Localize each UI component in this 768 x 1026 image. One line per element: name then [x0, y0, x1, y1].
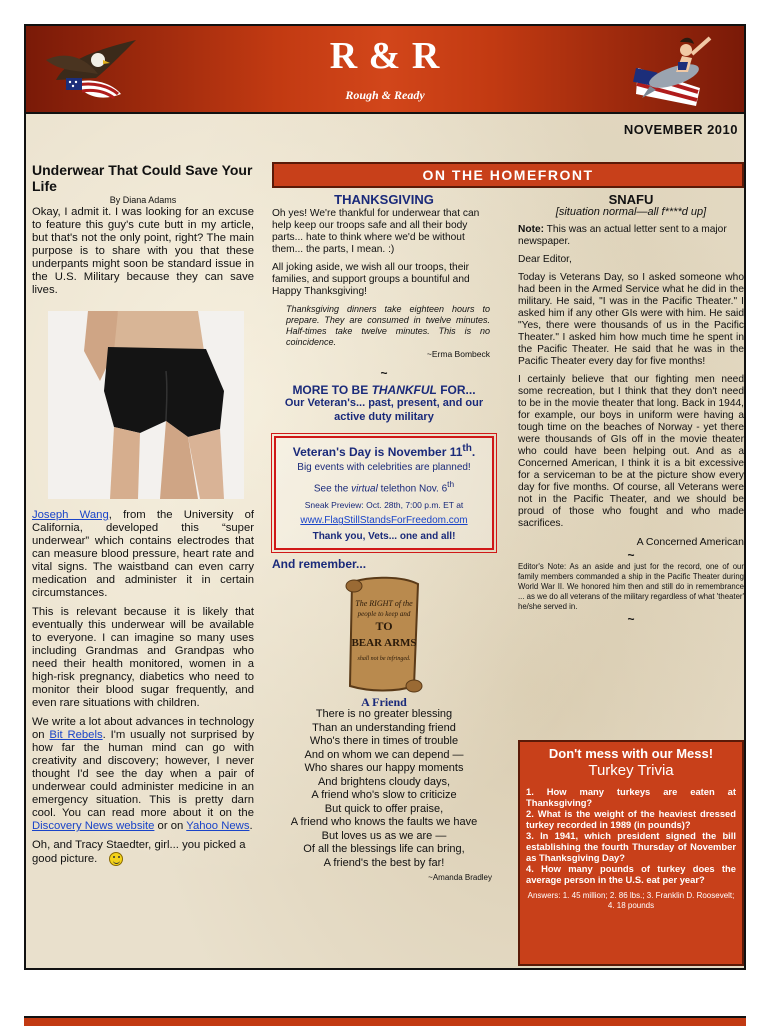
poem [272, 708, 496, 870]
poem-line: And brightens cloudy days, [317, 775, 451, 788]
heading-text: MORE TO BE [292, 383, 372, 397]
thank-you-vets: Thank you, Vets... one and all! [312, 531, 456, 543]
article-paragraph [32, 716, 254, 833]
yahoo-news-link[interactable]: Yahoo News [186, 820, 250, 832]
thanksgiving-paragraph: Oh yes! We're thankful for underwear that can help keep our troops safe and all their body parts... hate to think where we'd be without them... the parts, I mean. :) [272, 208, 480, 255]
divider-tilde: ~ [380, 366, 388, 380]
quote-attribution: ~Erma Bombeck [426, 349, 490, 359]
trivia-subheading: Turkey Trivia [588, 762, 674, 779]
discovery-news-link[interactable]: Discovery News website [32, 820, 155, 832]
issue-date: NOVEMBER 2010 [623, 122, 738, 137]
poem-line: Of all the blessings life can bring, [303, 843, 465, 856]
article-text: , from the University of California, developed this “super underwear” which contains electrodes that can measure blood pressure, heart rate and vital signs. The waistband can even carry medication and administer it in certain circumstances. [32, 509, 254, 599]
poem-author: ~Amanda Bradley [428, 873, 492, 883]
scroll-text: TO [375, 619, 393, 634]
newsletter-page [24, 24, 746, 970]
veterans-line: Our Veteran's... past, present, and our active duty military [284, 397, 484, 423]
article-paragraph [32, 839, 254, 866]
article-text: . I'm usually not surprised by how far the human mind can go with creativity and discovery; however, I never thought I'd see the day when a pair of underwear could administer medicine in an emergency situation. This is pretty darn cool. You can read more about it on the [32, 729, 254, 819]
telethon-text: telethon Nov. 6 [377, 483, 448, 495]
more-thankful-heading [272, 384, 496, 396]
scroll-text: shall not be infringed. [357, 656, 411, 663]
telethon-emphasis: virtual [351, 483, 378, 495]
trivia-question: 3. In 1941, which president signed the bill establishing the fourth Thursday of November as Thanksgiving Day? [526, 830, 736, 863]
poem-line: Than an understanding friend [312, 721, 456, 734]
title-sup: th [462, 443, 472, 454]
title-text: Veteran's Day is November 11 [292, 445, 463, 459]
homefront-column [272, 194, 496, 884]
heading-emphasis: THANKFUL [371, 383, 437, 397]
poem-line: Who shares our happy moments [304, 762, 464, 775]
pinup-bomb-icon [630, 28, 726, 112]
snafu-title: SNAFU [608, 192, 654, 207]
homefront-banner: ON THE HOMEFRONT [272, 162, 744, 188]
poem-line: And on whom we can depend — [304, 748, 464, 761]
heading-text: FOR... [436, 383, 476, 397]
trivia-heading: Don't mess with our Mess! [548, 746, 714, 761]
poem-line: A friend who knows the faults we have [290, 816, 478, 829]
poem-line: Who's there in times of trouble [309, 735, 459, 748]
trivia-question: 4. How many pounds of turkey does the average person in the U.S. eat per year? [526, 863, 736, 885]
article-text: Oh, and Tracy Staedter, girl... you picked a good picture. [32, 839, 246, 865]
article-byline: By Diana Adams [109, 195, 177, 205]
trivia-question: 2. What is the weight of the heaviest dressed turkey recorded in 1989 (in pounds)? [526, 808, 736, 830]
poem-line: But loves us as we are — [321, 829, 447, 842]
bit-rebels-link[interactable]: Bit Rebels [49, 729, 103, 741]
poem-line: There is no greater blessing [315, 708, 453, 721]
telethon-sup: th [447, 479, 455, 489]
snafu-note [518, 224, 744, 248]
article-text: or on [154, 820, 187, 832]
letter-salutation: Dear Editor, [518, 254, 572, 265]
letter-paragraph: Today is Veterans Day, so I asked someone who had been in the Armed Service what he did in the military. He said, "I was in the Pacific Theater." I asked him if any other GIs were with him. He said "Yes, there were thousands of us in the Pacific Theater." I asked him how much time he spent in the Pacific Theater. He said that he was in the Pacific Theater every day for five months! [518, 272, 744, 367]
thanksgiving-title: THANKSGIVING [334, 192, 434, 207]
joseph-wang-link[interactable]: Joseph Wang [32, 509, 109, 521]
snafu-subtitle: [situation normal—all f****d up] [555, 206, 707, 218]
poem-line: A friend who's slow to criticize [311, 789, 457, 802]
letter-signature: A Concerned American [636, 536, 744, 548]
article-paragraph: This is relevant because it is likely that eventually this underwear will be available to everyone. I can imagine so many uses including Grandmas and Grandpas who need their health monitored, women in a high-risk pregnancy, diabetics who need to monitor their blood sugar frequently, and even rare situations with children. [32, 606, 254, 709]
masthead [26, 26, 744, 114]
trivia-question: 1. How many turkeys are eaten at Thanksgiving? [526, 786, 736, 808]
poem-title: A Friend [361, 695, 407, 710]
scroll-text: BEAR ARMS [351, 637, 417, 650]
article-paragraph [32, 509, 254, 600]
veterans-day-box [274, 436, 494, 550]
left-article [32, 162, 254, 872]
editor-note: Editor's Note: As an aside and just for the record, one of our family members commanded a ship in the Pacific Theater during World War II. We honored him then and still do in remembrance ... as we do all veterans of the military regardless of what 'theater' he/she served in. [518, 562, 744, 611]
veterans-events-line: Big events with celebrities are planned! [297, 462, 471, 473]
article-text: . [249, 820, 253, 832]
flag-still-stands-link[interactable]: www.FlagStillStandsForFreedom.com [300, 515, 468, 527]
divider-tilde: ~ [627, 612, 635, 626]
masthead-title: R & R [329, 35, 441, 77]
thanksgiving-paragraph: All joking aside, we wish all our troops, their families, and support groups a bountiful and Happy Thanksgiving! [272, 262, 470, 297]
scroll-text: people to keep and [357, 610, 411, 619]
telethon-line [280, 476, 488, 497]
smiley-icon [109, 852, 123, 866]
sneak-preview-line: Sneak Preview: Oct. 28th, 7:00 p.m. ET at [304, 500, 464, 511]
underwear-photo [48, 311, 244, 499]
trivia-answers: Answers: 1. 45 million; 2. 86 lbs.; 3. Franklin D. Roosevelt; 4. 18 pounds [527, 891, 735, 910]
right-to-bear-arms-scroll [342, 576, 426, 694]
letter-paragraph: I certainly believe that our fighting men need some recreation, but I think that they don't need to be in the movie theater that long. Back in 1944, for example, our boys in uniform were having a tough time on the beaches of Norway - yet there were thousands of GIs off in the movie theater who could have been helping out. And as a Concerned American, I think it is a bit excessive for a serviceman to be at the picture show every day for five months. Of course, all Veterans were not in the Pacific Theater, and we should be proud of those who fought and who made sacrifices. [518, 374, 744, 529]
note-text: This was an actual letter sent to a major newspaper. [518, 224, 727, 247]
veterans-day-title [280, 441, 488, 460]
article-paragraph: Okay, I admit it. I was looking for an excuse to feature this guy's cute butt in my article, but that's not the only point, right? The main purpose is to share with you that these underpants might soon be standard issue in the U.S. Military because they can save lives. [32, 206, 254, 296]
next-page-header-strip [24, 1016, 746, 1026]
article-headline: Underwear That Could Save Your Life [32, 162, 253, 194]
snafu-column [518, 194, 744, 626]
note-label: Note: [518, 224, 545, 235]
turkey-trivia-box [518, 740, 744, 966]
and-remember: And remember... [272, 557, 367, 572]
scroll-text: The RIGHT of the [355, 599, 413, 609]
divider-tilde: ~ [627, 548, 635, 562]
poem-line: But quick to offer praise, [324, 802, 444, 815]
article-text: We write a lot about advances in technology on [32, 716, 254, 741]
telethon-text: See the [313, 483, 352, 495]
title-text: . [471, 445, 476, 459]
masthead-subtitle: Rough & Ready [345, 88, 425, 102]
poem-line: A friend's the best by far! [323, 856, 445, 869]
bombeck-quote: Thanksgiving dinners take eighteen hours to prepare. They are consumed in twelve minutes. Half-times take twelve minutes. This is no coincidence. [286, 304, 490, 347]
